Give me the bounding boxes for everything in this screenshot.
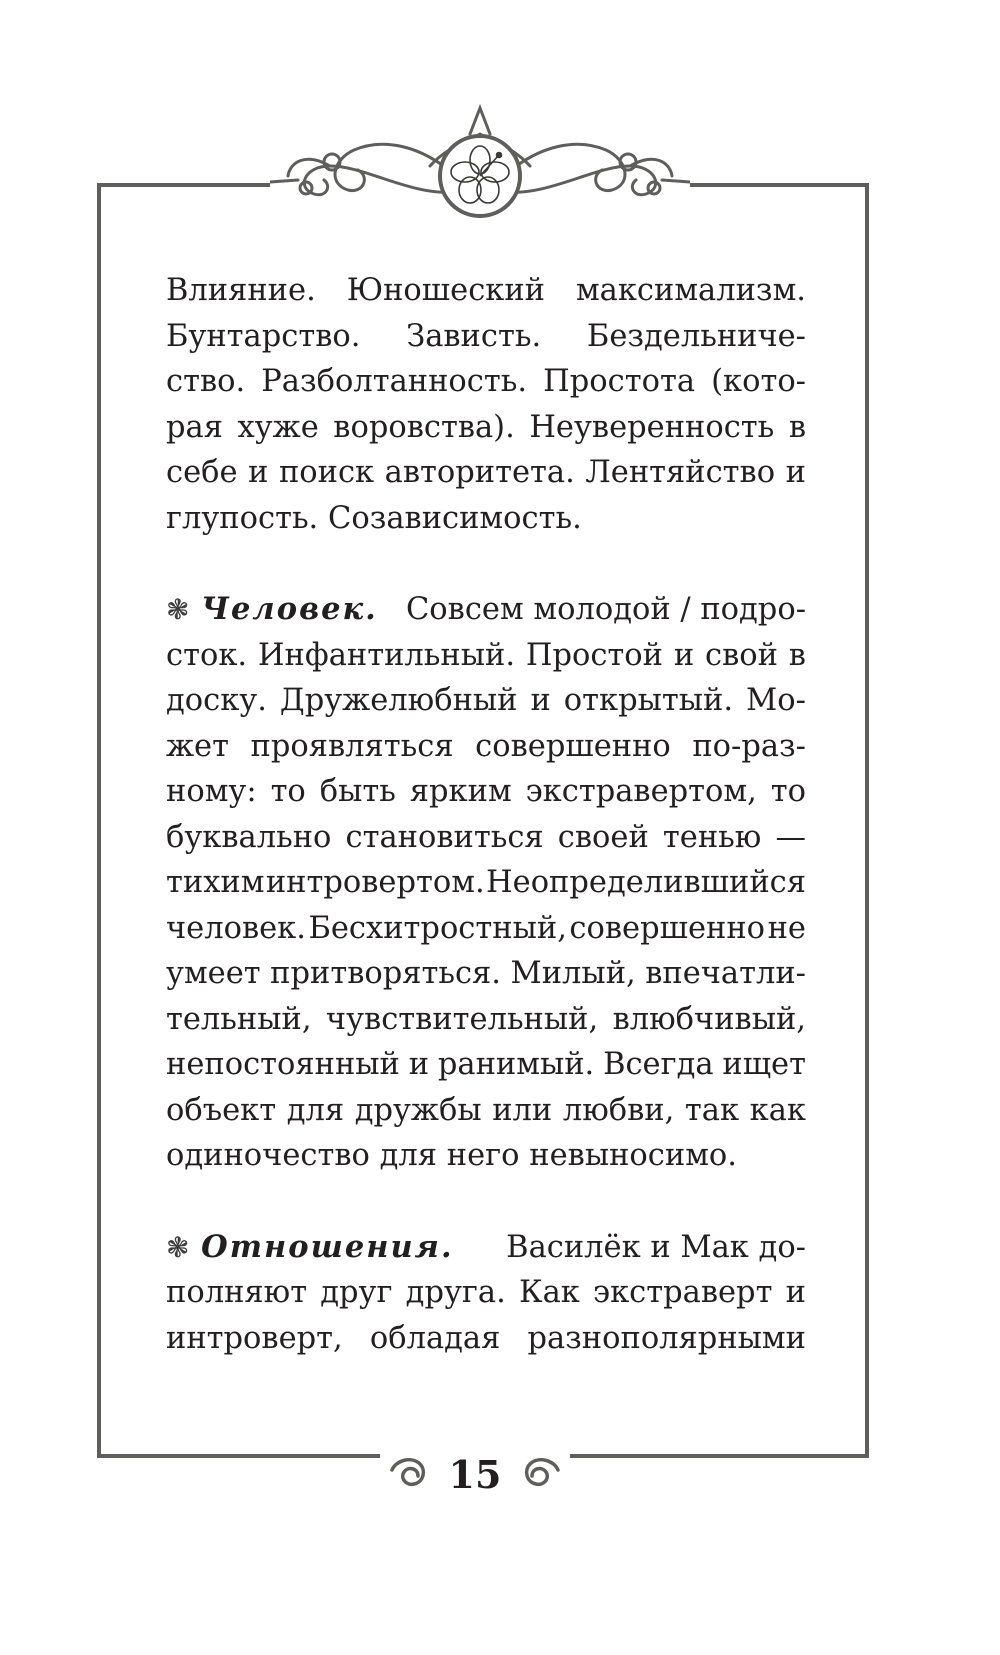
text-line: [166, 1270, 806, 1316]
word: Всегда: [603, 1047, 714, 1082]
section-relations: [166, 1225, 806, 1362]
word: Простота: [543, 364, 696, 399]
text-line: [166, 405, 806, 451]
word: хуже: [237, 409, 319, 445]
section-first-line: Василёк и Мак до-: [506, 1229, 806, 1265]
word: тихим: [166, 865, 265, 900]
word: притворяться.: [270, 956, 501, 991]
word: экстраверт: [593, 1275, 773, 1310]
word: в: [788, 637, 806, 673]
word: друг: [320, 1275, 393, 1310]
word: Влияние.: [166, 273, 316, 308]
section-first-line: Совсем молодой / подро-: [405, 592, 806, 627]
text-line: [166, 1133, 806, 1179]
word: Неопределившийся: [486, 865, 806, 900]
word: максимализм.: [575, 273, 806, 308]
word: и: [248, 455, 269, 490]
word: так: [684, 1092, 740, 1128]
flower-bullet-icon: ❃: [166, 1230, 190, 1264]
word: влюбчивый,: [612, 1001, 806, 1037]
word: Зависть.: [406, 318, 542, 354]
word: и: [785, 1275, 806, 1310]
word: проявляться: [250, 728, 454, 764]
text-line: [166, 496, 806, 542]
text-line: [166, 1316, 806, 1362]
section-heading-line: [166, 1225, 806, 1271]
word: Бездельниче-: [586, 318, 806, 354]
word: умеет: [166, 956, 261, 991]
word: и: [530, 683, 551, 718]
text-line: [166, 951, 806, 997]
text-line: [166, 860, 806, 906]
word: экстравертом,: [525, 774, 757, 809]
word: Мо-: [746, 683, 806, 718]
word: воровства).: [333, 409, 515, 445]
word: доску.: [166, 683, 267, 718]
word: свой: [705, 637, 778, 673]
term-relations: Отношения.: [201, 1228, 454, 1265]
word: дружбы: [354, 1092, 482, 1128]
word: него: [446, 1138, 520, 1173]
word: Дружелюбный: [279, 683, 518, 718]
word: объект: [166, 1092, 277, 1128]
word: совершенно: [475, 728, 671, 764]
word: не: [767, 910, 806, 946]
text-line: [166, 268, 806, 314]
text-line: [166, 997, 806, 1043]
word: ному:: [166, 774, 257, 809]
section-heading-line: [166, 587, 806, 633]
word: глупость.: [166, 500, 319, 536]
paragraph-influences: [166, 268, 806, 541]
word: сток.: [166, 637, 248, 673]
word: чувствительный,: [325, 1001, 599, 1037]
word: своей: [557, 819, 649, 855]
word: жет: [166, 728, 229, 764]
word: Как: [518, 1275, 580, 1310]
word: для: [379, 1138, 438, 1173]
word: или: [492, 1092, 553, 1128]
word: Бесхитростный,: [308, 910, 567, 946]
word: тельный,: [166, 1001, 312, 1037]
word: (кото-: [711, 364, 806, 399]
word: обладая: [369, 1320, 501, 1356]
word: тенью: [662, 819, 762, 855]
word: в: [788, 409, 806, 445]
word: Милый,: [510, 956, 636, 991]
word: и: [408, 1047, 430, 1082]
word: ранимый.: [437, 1047, 595, 1082]
word: как: [749, 1092, 806, 1128]
word: себе: [166, 455, 238, 490]
text-line: [166, 724, 806, 770]
word: полняют: [166, 1275, 308, 1310]
text-line: [166, 1088, 806, 1134]
word: Разболтанность.: [261, 364, 528, 399]
word: Неуверенность: [529, 409, 775, 445]
word: авторитета.: [384, 455, 575, 490]
word: Простой: [525, 637, 663, 673]
text-line: [166, 633, 806, 679]
word: быть: [319, 774, 396, 809]
top-flourish-ornament: [270, 104, 690, 230]
word: любви,: [562, 1092, 675, 1128]
word: одиночество: [166, 1138, 370, 1173]
word: открытый.: [563, 683, 734, 718]
word: друга.: [405, 1275, 506, 1310]
section-person: [166, 587, 806, 1179]
word: ищет: [722, 1047, 806, 1082]
text-line: [166, 769, 806, 815]
word: ярким: [409, 774, 512, 809]
word: Бунтарство.: [166, 318, 361, 354]
text-line: [166, 678, 806, 724]
text-line: [166, 815, 806, 861]
word: поиск: [278, 455, 375, 490]
word: то: [770, 774, 806, 809]
word: и: [785, 455, 806, 490]
word: —: [775, 819, 806, 855]
word: совершенно: [569, 910, 766, 946]
word: непостоянный: [166, 1047, 400, 1082]
word: интроверт,: [166, 1320, 343, 1356]
word: Лентяйство: [585, 455, 776, 490]
word: ство.: [166, 364, 246, 399]
word: для: [286, 1092, 345, 1128]
word: становиться: [345, 819, 544, 855]
term-person: Человек.: [201, 591, 378, 627]
word: человек.: [166, 910, 306, 946]
bottom-ornament: [380, 1440, 570, 1510]
word: по-раз-: [692, 728, 806, 764]
text-line: [166, 1042, 806, 1088]
text-line: [166, 314, 806, 360]
word: Инфантильный.: [257, 637, 516, 673]
text-line: [166, 359, 806, 405]
text-column: [166, 268, 806, 1361]
flower-bullet-icon: ❃: [166, 593, 190, 626]
page-number: 15: [448, 1452, 502, 1497]
word: то: [270, 774, 306, 809]
word: буквально: [166, 819, 332, 855]
text-line: [166, 906, 806, 952]
word: Юношеский: [346, 273, 545, 308]
word: и: [673, 637, 695, 673]
text-line: [166, 450, 806, 496]
word: невыносимо.: [529, 1138, 737, 1173]
word: рая: [166, 409, 223, 445]
word: интровертом.: [265, 865, 485, 900]
word: впечатли-: [645, 956, 806, 991]
word: Созависимость.: [328, 500, 582, 536]
word: разнополярными: [527, 1320, 806, 1356]
